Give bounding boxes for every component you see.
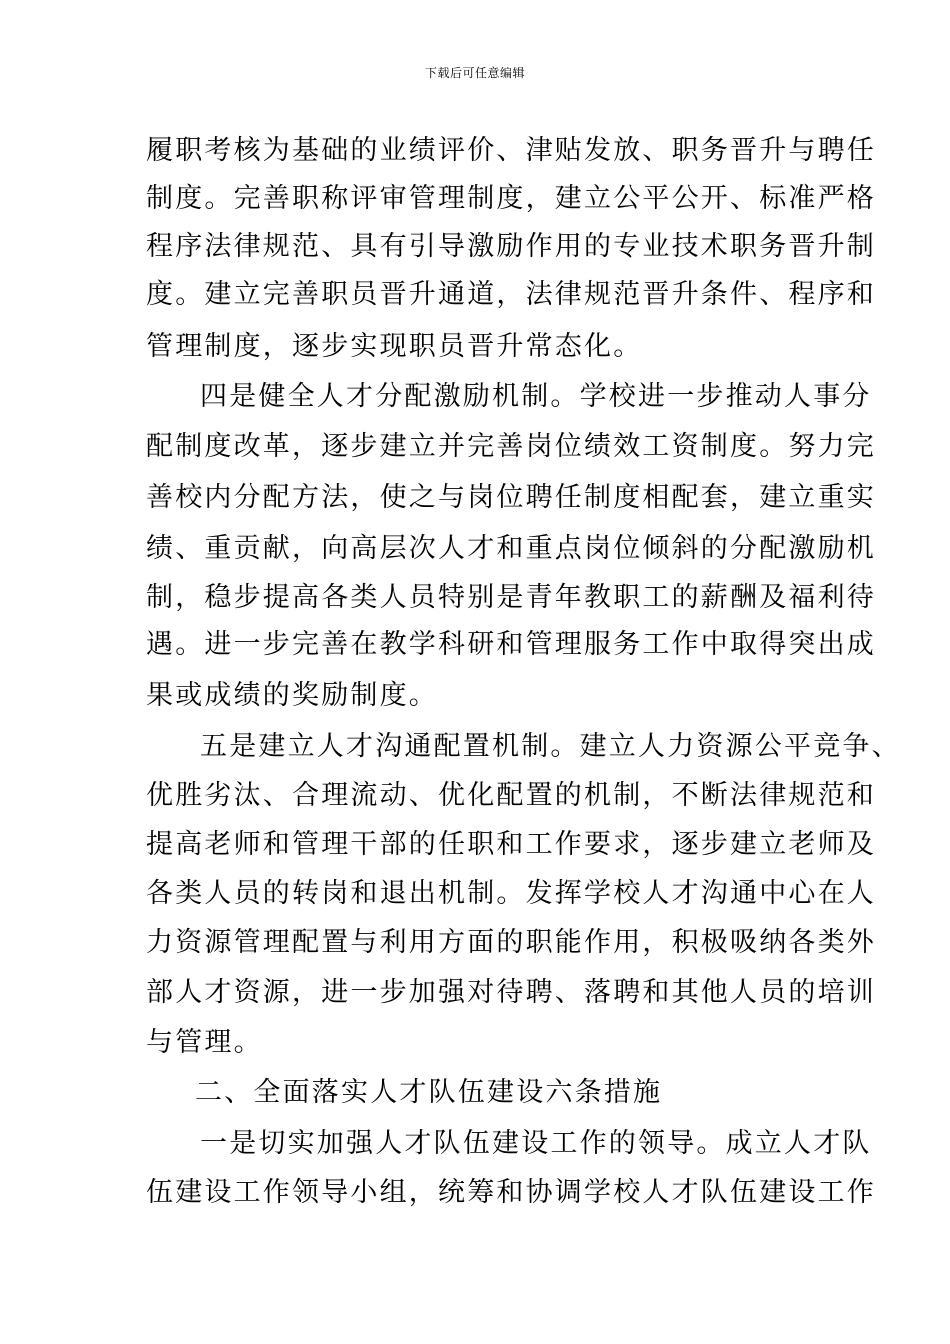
text-line: 程序法律规范、具有引导激励作用的专业技术职务晋升制 <box>146 231 876 262</box>
text-line: 管理制度，逐步实现职员晋升常态化。 <box>146 331 643 362</box>
text-line: 优胜劣汰、合理流动、优化配置的机制，不断法律规范和 <box>146 780 876 811</box>
text-line: 伍建设工作领导小组，统筹和协调学校人才队伍建设工作 <box>146 1177 876 1208</box>
text-line: 遇。进一步完善在教学科研和管理服务工作中取得突出成 <box>146 629 876 660</box>
text-line: 果或成绩的奖励制度。 <box>146 680 438 711</box>
text-line: 履职考核为基础的业绩评价、津贴发放、职务晋升与聘任 <box>146 135 876 166</box>
text-line: 绩、重贡献，向高层次人才和重点岗位倾斜的分配激励机 <box>146 533 876 564</box>
section-heading: 二、全面落实人才队伍建设六条措施 <box>195 1077 663 1108</box>
paragraph-first-line: 四是健全人才分配激励机制。学校进一步推动人事分 <box>200 381 872 412</box>
text-line: 各类人员的转岗和退出机制。发挥学校人才沟通中心在人 <box>146 878 876 909</box>
text-line: 力资源管理配置与利用方面的职能作用，积极吸纳各类外 <box>146 927 876 958</box>
text-line: 制，稳步提高各类人员特别是青年教职工的薪酬及福利待 <box>146 582 876 613</box>
text-line: 度。建立完善职员晋升通道，法律规范晋升条件、程序和 <box>146 279 876 310</box>
text-line: 善校内分配方法，使之与岗位聘任制度相配套，建立重实 <box>146 482 876 513</box>
page-header: 下载后可任意编辑 <box>424 66 525 80</box>
text-line: 配制度改革，逐步建立并完善岗位绩效工资制度。努力完 <box>146 431 876 462</box>
text-line: 制度。完善职称评审管理制度，建立公平公开、标准严格 <box>146 183 876 214</box>
text-line: 部人才资源，进一步加强对待聘、落聘和其他人员的培训 <box>146 977 876 1008</box>
paragraph-first-line: 一是切实加强人才队伍建设工作的领导。成立人才队 <box>200 1128 872 1159</box>
text-line: 提高老师和管理干部的任职和工作要求，逐步建立老师及 <box>146 829 876 860</box>
paragraph-first-line: 五是建立人才沟通配置机制。建立人力资源公平竞争、 <box>200 731 901 762</box>
text-line: 与管理。 <box>146 1027 263 1058</box>
